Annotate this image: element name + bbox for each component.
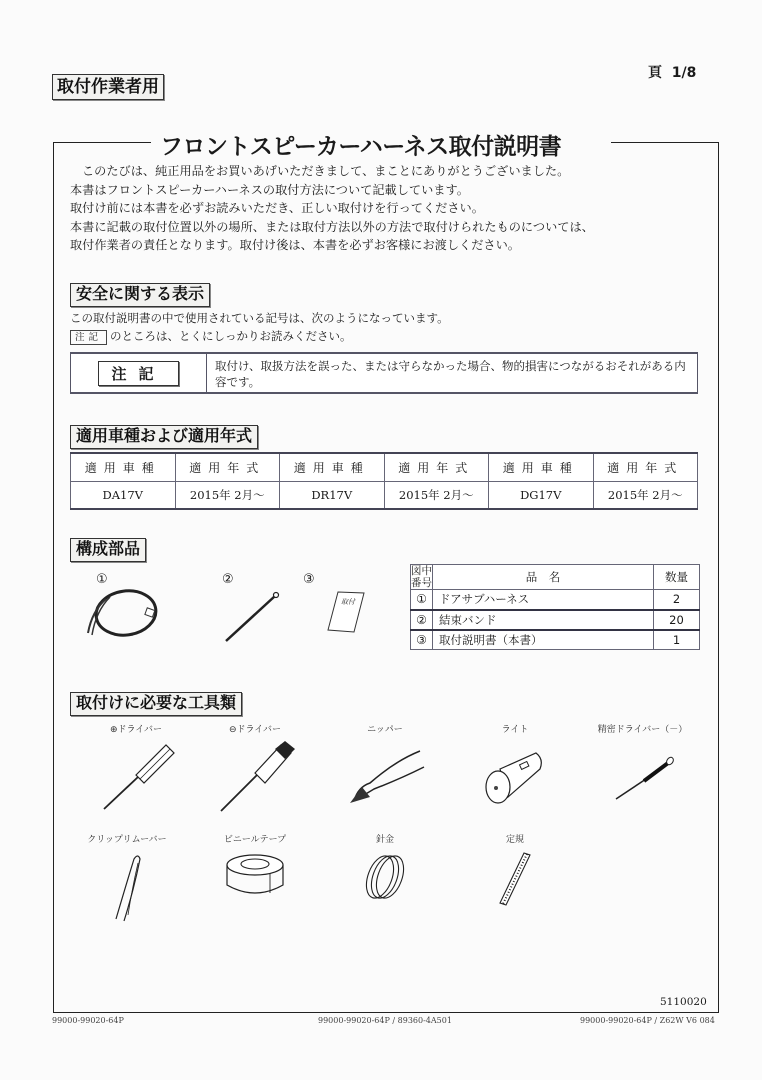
intro-text: [70, 162, 594, 255]
caution-description: 取付け、取扱方法を誤った、または守らなかった場合、物的損害につながるおそれがある内容です。: [215, 359, 686, 389]
header-cell: 適用年式: [384, 453, 489, 481]
part-num: ③: [411, 630, 433, 650]
safety-heading: 安全に関する表示: [70, 283, 210, 307]
tool-ruler: 定規: [490, 832, 540, 909]
flathead-screwdriver-icon: [215, 739, 295, 814]
intro-line: このたびは、純正用品をお買いあげいただきまして、まことにありがとうございました。: [82, 164, 570, 178]
model-cell: DR17V: [280, 481, 385, 509]
cable-tie-icon: [222, 590, 282, 645]
parts-table: [410, 564, 700, 650]
part-qty: 1: [654, 630, 700, 650]
models-table: [70, 452, 698, 510]
part-figure-label-1: ①: [96, 572, 108, 587]
frame-top-left-line: [53, 142, 151, 143]
worker-use-tag: 取付作業者用: [52, 74, 164, 100]
phillips-screwdriver-icon: [96, 739, 176, 814]
year-cell: 2015年 2月～: [384, 481, 489, 509]
safety-line-2: [70, 328, 352, 345]
header-cell: 適用車種: [280, 453, 385, 481]
vinyl-tape-icon: [210, 849, 300, 904]
header-cell: 適用車種: [489, 453, 594, 481]
header-num: 図中 番号: [411, 565, 432, 589]
header-cell: 適用車種: [71, 453, 176, 481]
part-name: 取付説明書（本書）: [433, 630, 654, 650]
parts-heading: 構成部品: [70, 538, 146, 562]
flashlight-icon: [480, 739, 550, 814]
footer-left-code: 99000-99020-64P: [52, 1016, 124, 1025]
year-cell: 2015年 2月～: [175, 481, 280, 509]
document-code: 5110020: [660, 996, 707, 1008]
wire-icon: [350, 849, 420, 909]
svg-text:取付: 取付: [341, 598, 355, 606]
tools-heading: 取付けに必要な工具類: [70, 692, 242, 716]
tool-nippers: ニッパー: [340, 722, 430, 814]
part-name: 結束バンド: [433, 610, 654, 630]
safety-line-1: この取付説明書の中で使用されている記号は、次のようになっています。: [70, 311, 449, 325]
models-heading: 適用車種および適用年式: [70, 425, 258, 449]
header-cell: 適用年式: [175, 453, 280, 481]
part-qty: 20: [654, 610, 700, 630]
document-title: フロントスピーカーハーネス取付説明書: [160, 134, 562, 160]
tool-clip-remover: クリップリムーバー: [82, 832, 172, 924]
table-row: [411, 630, 700, 650]
footer-right-code: 99000-99020-64P / Z62W V6 084: [580, 1016, 715, 1025]
header-cell: 適用年式: [593, 453, 698, 481]
tool-vinyl-tape: ビニールテープ: [210, 832, 300, 904]
note-badge-inline: 注記: [70, 330, 107, 345]
tool-wire: 針金: [350, 832, 420, 909]
models-data-row: [71, 481, 698, 509]
page-number: 1/8: [671, 65, 697, 81]
intro-line: 取付け前には本書を必ずお読みいただき、正しい取付けを行ってください。: [70, 201, 484, 216]
caution-table: [70, 352, 698, 394]
caution-badge: 注記: [98, 361, 178, 386]
page-indicator: [648, 62, 696, 82]
model-cell: DA17V: [71, 481, 176, 509]
part-name: ドアサブハーネス: [433, 590, 654, 610]
intro-line: 取付作業者の責任となります。取付け後は、本書を必ずお客様にお渡しください。: [70, 238, 520, 253]
table-row: [411, 590, 700, 610]
tool-precision-screwdriver: 精密ドライバー（－）: [590, 722, 695, 809]
harness-icon: [84, 585, 164, 645]
footer-center-code: 99000-99020-64P / 89360-4A501: [318, 1016, 452, 1025]
part-num: ②: [411, 610, 433, 630]
part-figure-label-3: ③: [303, 572, 315, 587]
part-figure-label-2: ②: [222, 572, 234, 587]
manual-booklet-icon: [326, 590, 366, 635]
safety-line-2-text: のところは、とくにしっかりお読みください。: [110, 329, 352, 343]
models-header-row: [71, 453, 698, 481]
clip-remover-icon: [82, 849, 172, 924]
model-cell: DG17V: [489, 481, 594, 509]
parts-header-row: [411, 565, 700, 590]
tool-flashlight: ライト: [480, 722, 550, 814]
caution-label-cell: [71, 354, 207, 392]
header-qty: 数量: [654, 565, 700, 590]
part-qty: 2: [654, 590, 700, 610]
page-label: 頁: [648, 65, 662, 81]
tool-phillips-screwdriver: ⊕ドライバー: [96, 722, 176, 814]
header-name: 品 名: [433, 565, 654, 590]
intro-line: 本書はフロントスピーカーハーネスの取付方法について記載しています。: [70, 182, 469, 197]
frame-top-right-line: [611, 142, 719, 143]
table-row: [411, 610, 700, 630]
ruler-icon: [490, 849, 540, 909]
nippers-icon: [340, 739, 430, 814]
precision-screwdriver-icon: [590, 739, 695, 809]
intro-line: 本書に記載の取付位置以外の場所、または取付方法以外の方法で取付けられたものについては、: [70, 219, 594, 234]
tool-flathead-screwdriver: ⊖ドライバー: [215, 722, 295, 814]
part-num: ①: [411, 590, 433, 610]
year-cell: 2015年 2月～: [593, 481, 698, 509]
